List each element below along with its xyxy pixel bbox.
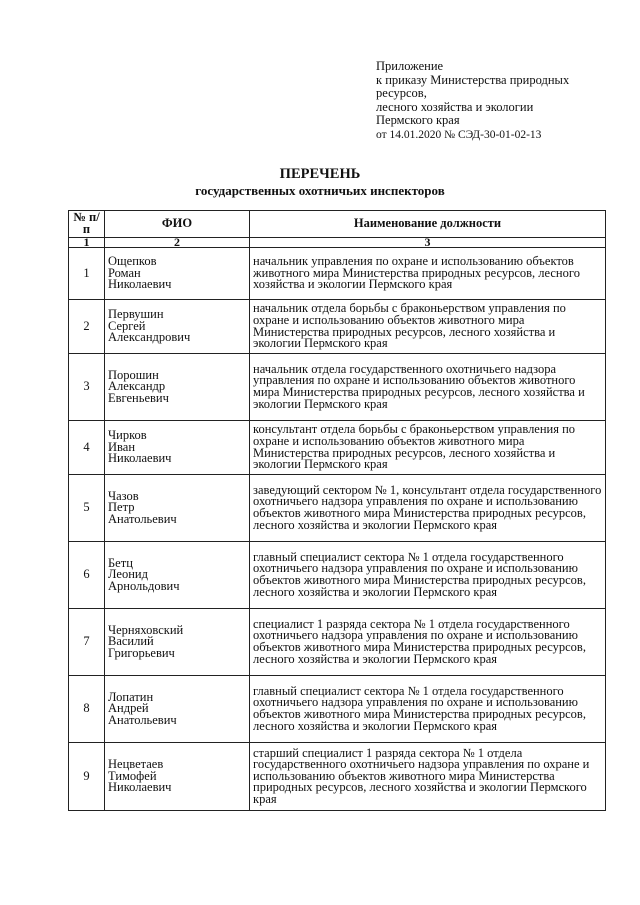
row-patronymic: Анатольевич [108,712,177,727]
row-fio [105,300,250,354]
table-index-row [69,238,606,248]
row-number: 5 [69,475,105,542]
row-position: специалист 1 разряда сектора № 1 отдела государственного охотничьего надзора управления по охране и использованию объектов животного мира Министерства природных ресурсов, лесного хозяйства и экологии Пермского края [250,609,606,676]
row-position: начальник отдела государственного охотничьего надзора управления по охране и использованию объектов животного мира Министерства природных ресурсов, лесного хозяйства и экологии Пермского края [250,354,606,421]
row-position: заведующий сектором № 1, консультант отдела государственного охотничьего надзора управления по охране и использованию объектов животного мира Министерства природных ресурсов, лесного хозяйства и экологии Пермского края [250,475,606,542]
header-position: Наименование должности [250,211,606,238]
row-number: 3 [69,354,105,421]
row-position: начальник управления по охране и использованию объектов животного мира Министерства природных ресурсов, лесного хозяйства и экологии Пермского края [250,248,606,300]
row-number: 2 [69,300,105,354]
header-fio: ФИО [105,211,250,238]
index-cell: 1 [69,238,105,248]
row-name: Роман [108,265,141,280]
row-name: Тимофей [108,768,157,783]
appendix-line: Приложение [376,59,444,73]
row-surname: Лопатин [108,689,154,704]
appendix-header [376,60,626,142]
inspectors-table [68,210,606,811]
row-patronymic: Арнольдович [108,578,180,593]
row-surname: Чазов [108,488,139,503]
row-number: 8 [69,676,105,743]
title-sub: государственных охотничьих инспекторов [195,183,445,198]
row-patronymic: Николаевич [108,780,172,795]
appendix-line: Пермского края [376,113,460,127]
table-header-row [69,211,606,238]
table-row [69,542,606,609]
row-number: 6 [69,542,105,609]
row-fio [105,609,250,676]
row-surname: Черняховский [108,622,184,637]
row-name: Андрей [108,701,149,716]
table-row [69,609,606,676]
row-patronymic: Евгеньевич [108,390,169,405]
row-number: 9 [69,743,105,811]
row-name: Леонид [108,567,148,582]
row-surname: Чирков [108,428,147,443]
table-row [69,300,606,354]
row-number: 1 [69,248,105,300]
row-name: Сергей [108,318,146,333]
row-fio [105,475,250,542]
table-row [69,676,606,743]
row-patronymic: Григорьевич [108,645,175,660]
row-position: главный специалист сектора № 1 отдела государственного охотничьего надзора управления по охране и использованию объектов животного мира Министерства природных ресурсов, лесного хозяйства и экологии Пермского края [250,676,606,743]
row-position: начальник отдела борьбы с браконьерством управления по охране и использованию объектов животного мира Министерства природных ресурсов, лесного хозяйства и экологии Пермского края [250,300,606,354]
row-surname: Первушин [108,307,164,322]
row-fio [105,354,250,421]
table-row [69,743,606,811]
order-reference: от 14.01.2020 № СЭД-30-01-02-13 [376,128,542,141]
row-patronymic: Николаевич [108,277,172,292]
table-row [69,421,606,475]
row-fio [105,676,250,743]
row-fio [105,542,250,609]
title-main: ПЕРЕЧЕНЬ [279,166,361,182]
table-row [69,354,606,421]
row-name: Василий [108,634,154,649]
row-fio [105,743,250,811]
index-cell: 3 [250,238,606,248]
appendix-line: лесного хозяйства и экологии [376,99,534,114]
row-fio [105,421,250,475]
row-position: главный специалист сектора № 1 отдела государственного охотничьего надзора управления по охране и использованию объектов животного мира Министерства природных ресурсов, лесного хозяйства и экологии Пермского края [250,542,606,609]
row-fio [105,248,250,300]
index-cell: 2 [105,238,250,248]
row-name: Петр [108,500,135,515]
row-name: Александр [108,379,166,394]
row-number: 4 [69,421,105,475]
row-surname: Порошин [108,367,159,382]
table-row [69,248,606,300]
appendix-line: ресурсов, [376,86,427,100]
header-num: № п/п [69,211,105,238]
row-patronymic: Александрович [108,330,191,345]
row-number: 7 [69,609,105,676]
row-surname: Бетц [108,555,133,570]
appendix-line: к приказу Министерства природных [376,72,570,87]
row-patronymic: Анатольевич [108,511,177,526]
document-title [0,166,640,199]
row-name: Иван [108,439,136,454]
row-position: консультант отдела борьбы с браконьерством управления по охране и использованию объектов животного мира Министерства природных ресурсов, лесного хозяйства и экологии Пермского края [250,421,606,475]
table-row [69,475,606,542]
row-position: старший специалист 1 разряда сектора № 1 отдела государственного охотничьего надзора управления по охране и использованию объектов животного мира Министерства природных ресурсов, лесного хозяйства и экологии Пермского края [250,743,606,811]
row-patronymic: Николаевич [108,451,172,466]
row-surname: Ощепков [108,254,157,269]
row-surname: Нецветаев [108,757,164,772]
